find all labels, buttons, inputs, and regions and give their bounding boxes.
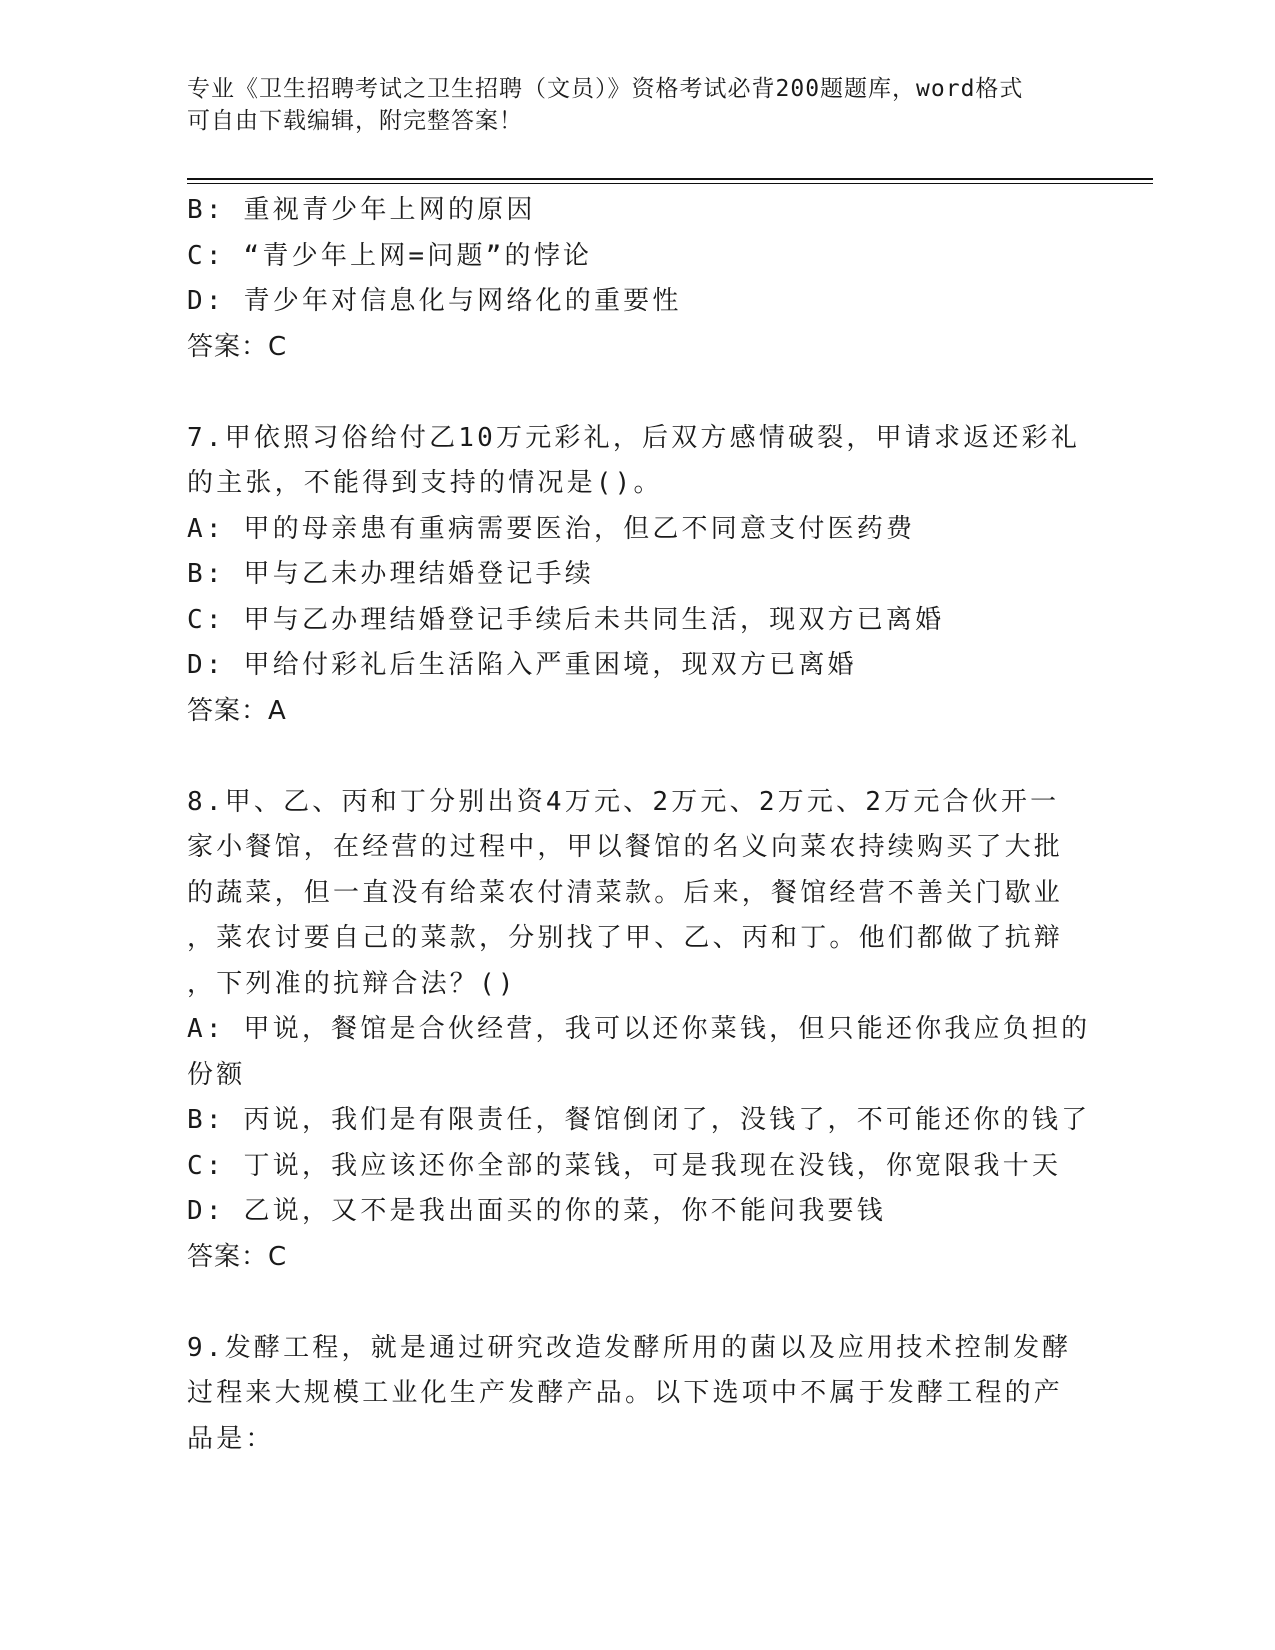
option-a: A: 甲说，餐馆是合伙经营，我可以还你菜钱，但只能还你我应负担的 bbox=[187, 1014, 1091, 1044]
question-block-9 bbox=[187, 1326, 1072, 1463]
option-d: D: 乙说，又不是我出面买的你的菜，你不能问我要钱 bbox=[187, 1196, 886, 1226]
question-stem: 7.甲依照习俗给付乙10万元彩礼，后双方感情破裂，甲请求返还彩礼 bbox=[187, 422, 1081, 453]
option-c: C: 甲与乙办理结婚登记手续后未共同生活，现双方已离婚 bbox=[187, 604, 945, 635]
block-gap bbox=[187, 370, 1067, 416]
answer-line: 答案：C bbox=[187, 1241, 288, 1272]
option-a: 份额 bbox=[187, 1059, 246, 1090]
option-b: B: 甲与乙未办理结婚登记手续 bbox=[187, 559, 594, 589]
option-b: B: 重视青少年上网的原因 bbox=[187, 195, 536, 225]
answer-line: 答案：C bbox=[187, 331, 288, 362]
question-stem: ，菜农讨要自己的菜款，分别找了甲、乙、丙和丁。他们都做了抗辩 bbox=[187, 923, 1064, 953]
question-stem: 的蔬菜，但一直没有给菜农付清菜款。后来，餐馆经营不善关门歇业 bbox=[187, 877, 1064, 908]
option-a: A: 甲的母亲患有重病需要医治，但乙不同意支付医药费 bbox=[187, 513, 916, 544]
question-stem: 过程来大规模工业化生产发酵产品。以下选项中不属于发酵工程的产 bbox=[187, 1378, 1064, 1408]
option-b: B: 丙说，我们是有限责任，餐馆倒闭了，没钱了，不可能还你的钱了 bbox=[187, 1105, 1091, 1135]
question-block-8 bbox=[187, 780, 1091, 1281]
question-stem: 的主张，不能得到支持的情况是()。 bbox=[187, 468, 663, 498]
block-gap bbox=[187, 1280, 1067, 1326]
question-content bbox=[187, 188, 1091, 1462]
header-line: 专业《卫生招聘考试之卫生招聘（文员）》资格考试必背200题题库，word格式 bbox=[187, 76, 1024, 102]
option-c: C: 丁说，我应该还你全部的菜钱，可是我现在没钱，你宽限我十天 bbox=[187, 1150, 1062, 1181]
question-block-6 bbox=[187, 188, 1067, 370]
option-c: C: “青少年上网=问题”的悖论 bbox=[187, 240, 593, 271]
question-stem: 品是： bbox=[187, 1423, 275, 1454]
answer-line: 答案：A bbox=[187, 695, 287, 726]
header-line: 可自由下载编辑，附完整答案！ bbox=[187, 108, 523, 134]
header-rule-thick bbox=[187, 178, 1153, 180]
header-rule-thin bbox=[187, 183, 1153, 184]
option-d: D: 甲给付彩礼后生活陷入严重困境，现双方已离婚 bbox=[187, 650, 857, 680]
page-header bbox=[187, 73, 1067, 137]
block-gap bbox=[187, 734, 1067, 780]
question-block-7 bbox=[187, 416, 1081, 735]
question-stem: 家小餐馆，在经营的过程中，甲以餐馆的名义向菜农持续购买了大批 bbox=[187, 832, 1064, 862]
option-d: D: 青少年对信息化与网络化的重要性 bbox=[187, 286, 682, 316]
question-stem: ，下列准的抗辩合法？() bbox=[187, 968, 517, 999]
question-stem: 9.发酵工程，就是通过研究改造发酵所用的菌以及应用技术控制发酵 bbox=[187, 1332, 1072, 1363]
question-stem: 8.甲、乙、丙和丁分别出资4万元、2万元、2万元、2万元合伙开一 bbox=[187, 786, 1060, 817]
